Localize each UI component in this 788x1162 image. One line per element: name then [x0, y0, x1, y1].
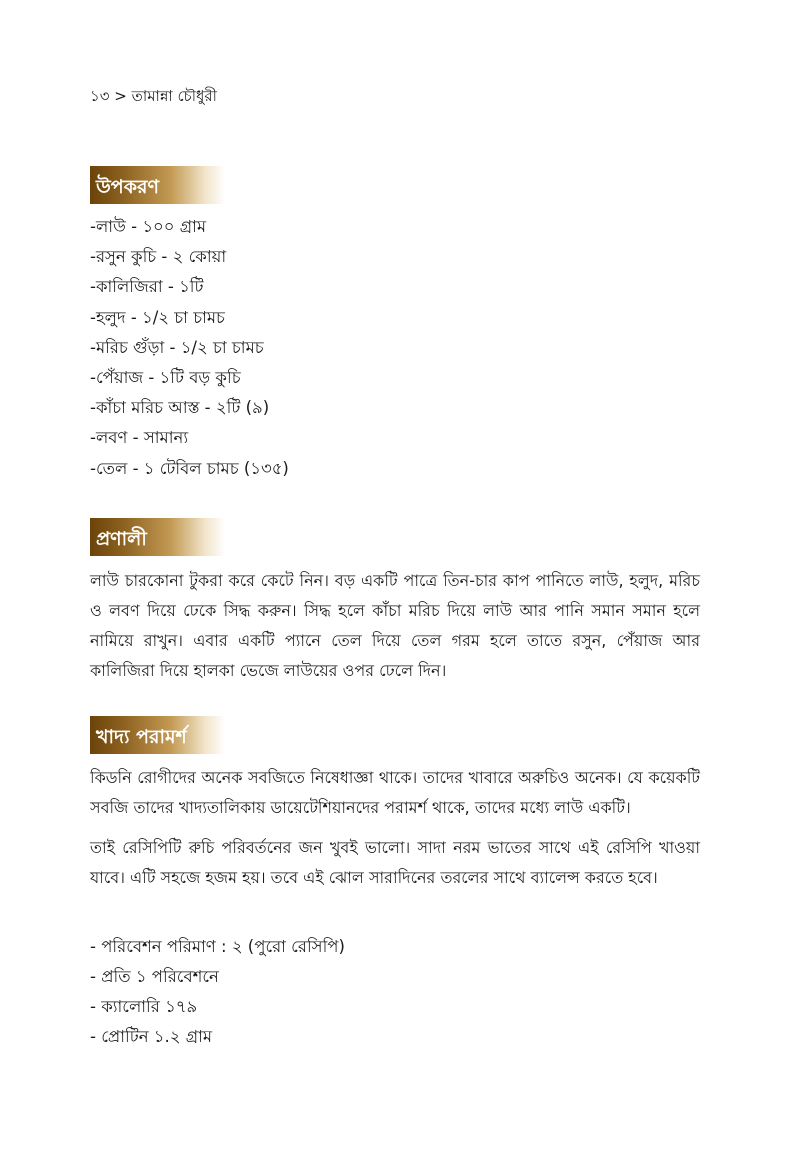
method-paragraph: লাউ চারকোনা টুকরা করে কেটে নিন। বড় একটি পাত্রে তিন-চার কাপ পানিতে লাউ, হলুদ, মরিচ ও লবণ দিয়ে ঢেকে সিদ্ধ করুন। সিদ্ধ হলে কাঁচা মরিচ দিয়ে লাউ আর পানি সমান সমান হলে নামিয়ে রাখুন। এবার একটি প্যানে তেল দিয়ে তেল গরম হলে তাতে রসুন, পেঁয়াজ আর কালিজিরা দিয়ে হালকা ভেজে লাউয়ের ওপর ঢেলে দিন।: [90, 571, 700, 680]
diet-advice-heading: খাদ্য পরামর্শ: [96, 726, 187, 748]
ingredients-heading-banner: [90, 166, 225, 204]
method-heading: প্রণালী: [96, 528, 147, 550]
ingredients-list: [90, 212, 289, 484]
serving-info-item: - পরিবেশন পরিমাণ : ২ (পুরো রেসিপি): [90, 937, 345, 956]
ingredient-item: -রসুন কুচি - ২ কোয়া: [90, 247, 227, 267]
method-heading-banner: [90, 518, 225, 556]
serving-info-item: - ক্যালোরি ১৭৯: [90, 997, 198, 1016]
ingredient-item: -লবণ - সামান্য: [90, 428, 189, 448]
ingredients-heading: উপকরণ: [96, 176, 159, 198]
serving-info-list: [90, 932, 345, 1052]
diet-advice-heading-banner: [90, 716, 225, 754]
ingredient-item: -হলুদ - ১/২ চা চামচ: [90, 307, 225, 327]
ingredient-item: -পেঁয়াজ - ১টি বড় কুচি: [90, 367, 241, 387]
serving-info-item: - প্রতি ১ পরিবেশনে: [90, 967, 219, 986]
ingredient-item: -তেল - ১ টেবিল চামচ (১৩৫): [90, 458, 289, 478]
running-header: ১৩ > তামান্না চৌধুরী: [90, 87, 217, 105]
serving-info-item: - প্রোটিন ১.২ গ্রাম: [90, 1027, 213, 1046]
diet-advice-paragraph: কিডনি রোগীদের অনেক সবজিতে নিষেধাজ্ঞা থাকে। তাদের খাবারে অরুচিও অনেক। যে কয়েকটি সবজি তাদের খাদ্যতালিকায় ডায়েটেশিয়ানদের পরামর্শ থাকে, তাদের মধ্যে লাউ একটি।: [90, 768, 700, 817]
ingredient-item: -মরিচ গুঁড়া - ১/২ চা চামচ: [90, 337, 264, 357]
ingredient-item: -কাঁচা মরিচ আস্ত - ২টি (৯): [90, 398, 270, 418]
ingredient-item: -লাউ - ১০০ গ্রাম: [90, 217, 207, 236]
ingredient-item: -কালিজিরা - ১টি: [90, 277, 204, 297]
diet-advice-paragraph: তাই রেসিপিটি রুচি পরিবর্তনের জন খুবই ভালো। সাদা নরম ভাতের সাথে এই রেসিপি খাওয়া যাবে। এটি সহজে হজম হয়। তবে এই ঝোল সারাদিনের তরলের সাথে ব্যালেন্স করতে হবে।: [90, 838, 700, 887]
